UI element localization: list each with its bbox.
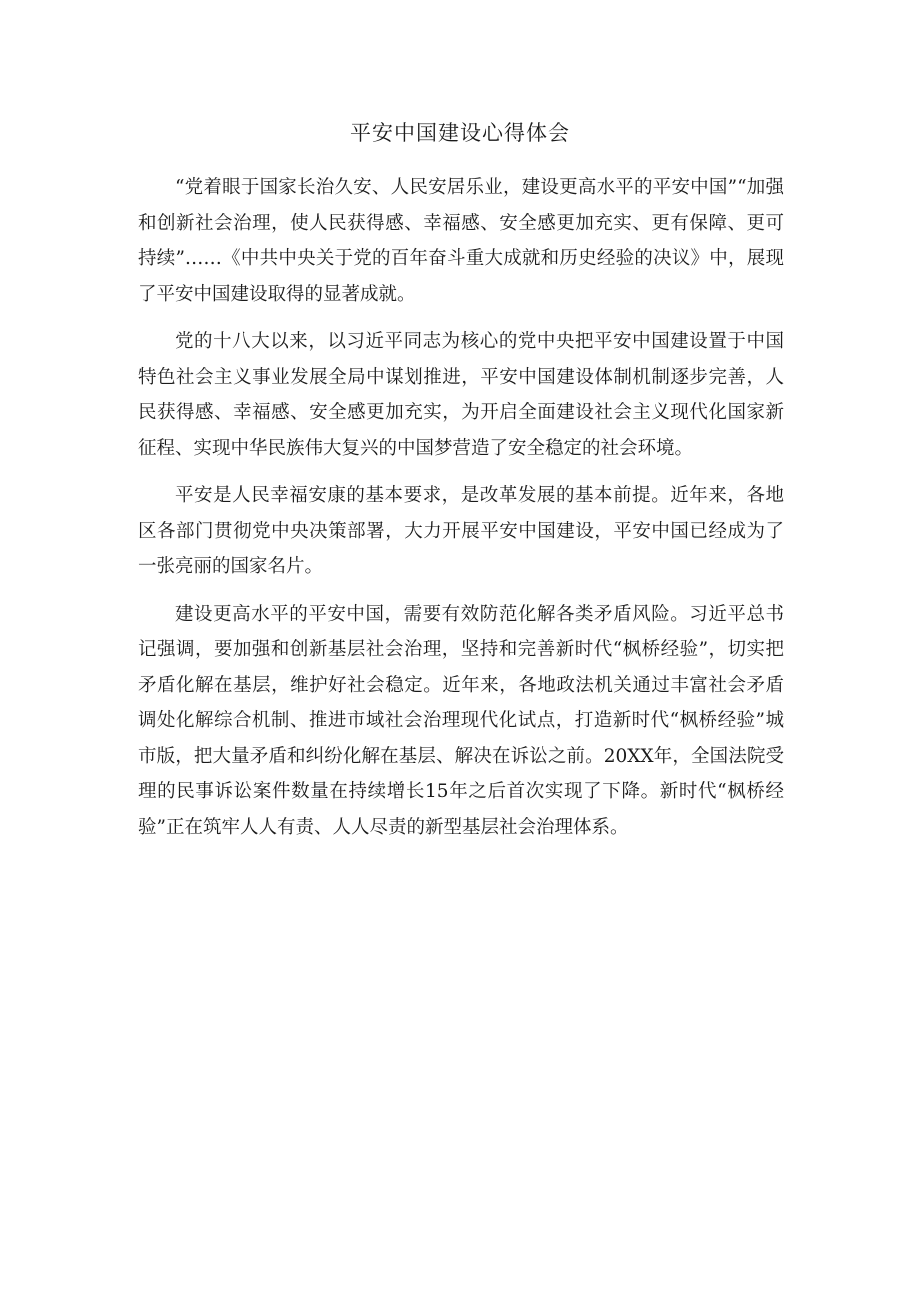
document-body	[138, 170, 784, 857]
document-title: 平安中国建设心得体会	[350, 121, 570, 145]
paragraph-3: 平安是人民幸福安康的基本要求，是改革发展的基本前提。近年来，各地区各部门贯彻党中央决策部署，大力开展平安中国建设，平安中国已经成为了一张亮丽的国家名片。	[138, 485, 784, 577]
paragraph-2: 党的十八大以来，以习近平同志为核心的党中央把平安中国建设置于中国特色社会主义事业发展全局中谋划推进，平安中国建设体制机制逐步完善，人民获得感、幸福感、安全感更加充实，为开启全面建设社会主义现代化国家新征程、实现中华民族伟大复兴的中国梦营造了安全稳定的社会环境。	[138, 331, 784, 459]
paragraph-4: 建设更高水平的平安中国，需要有效防范化解各类矛盾风险。习近平总书记强调，要加强和创新基层社会治理，坚持和完善新时代“枫桥经验”，切实把矛盾化解在基层，维护好社会稳定。近年来，各地政法机关通过丰富社会矛盾调处化解综合机制、推进市域社会治理现代化试点，打造新时代“枫桥经验”城市版，把大量矛盾和纠纷化解在基层、解决在诉讼之前。20XX年，全国法院受理的民事诉讼案件数量在持续增长15年之后首次实现了下降。新时代“枫桥经验”正在筑牢人人有责、人人尽责的新型基层社会治理体系。	[138, 603, 784, 838]
paragraph-1: “党着眼于国家长治久安、人民安居乐业，建设更高水平的平安中国”“加强和创新社会治理，使人民获得感、幸福感、安全感更加充实、更有保障、更可持续”……《中共中央关于党的百年奋斗重大成就和历史经验的决议》中，展现了平安中国建设取得的显著成就。	[138, 177, 784, 305]
